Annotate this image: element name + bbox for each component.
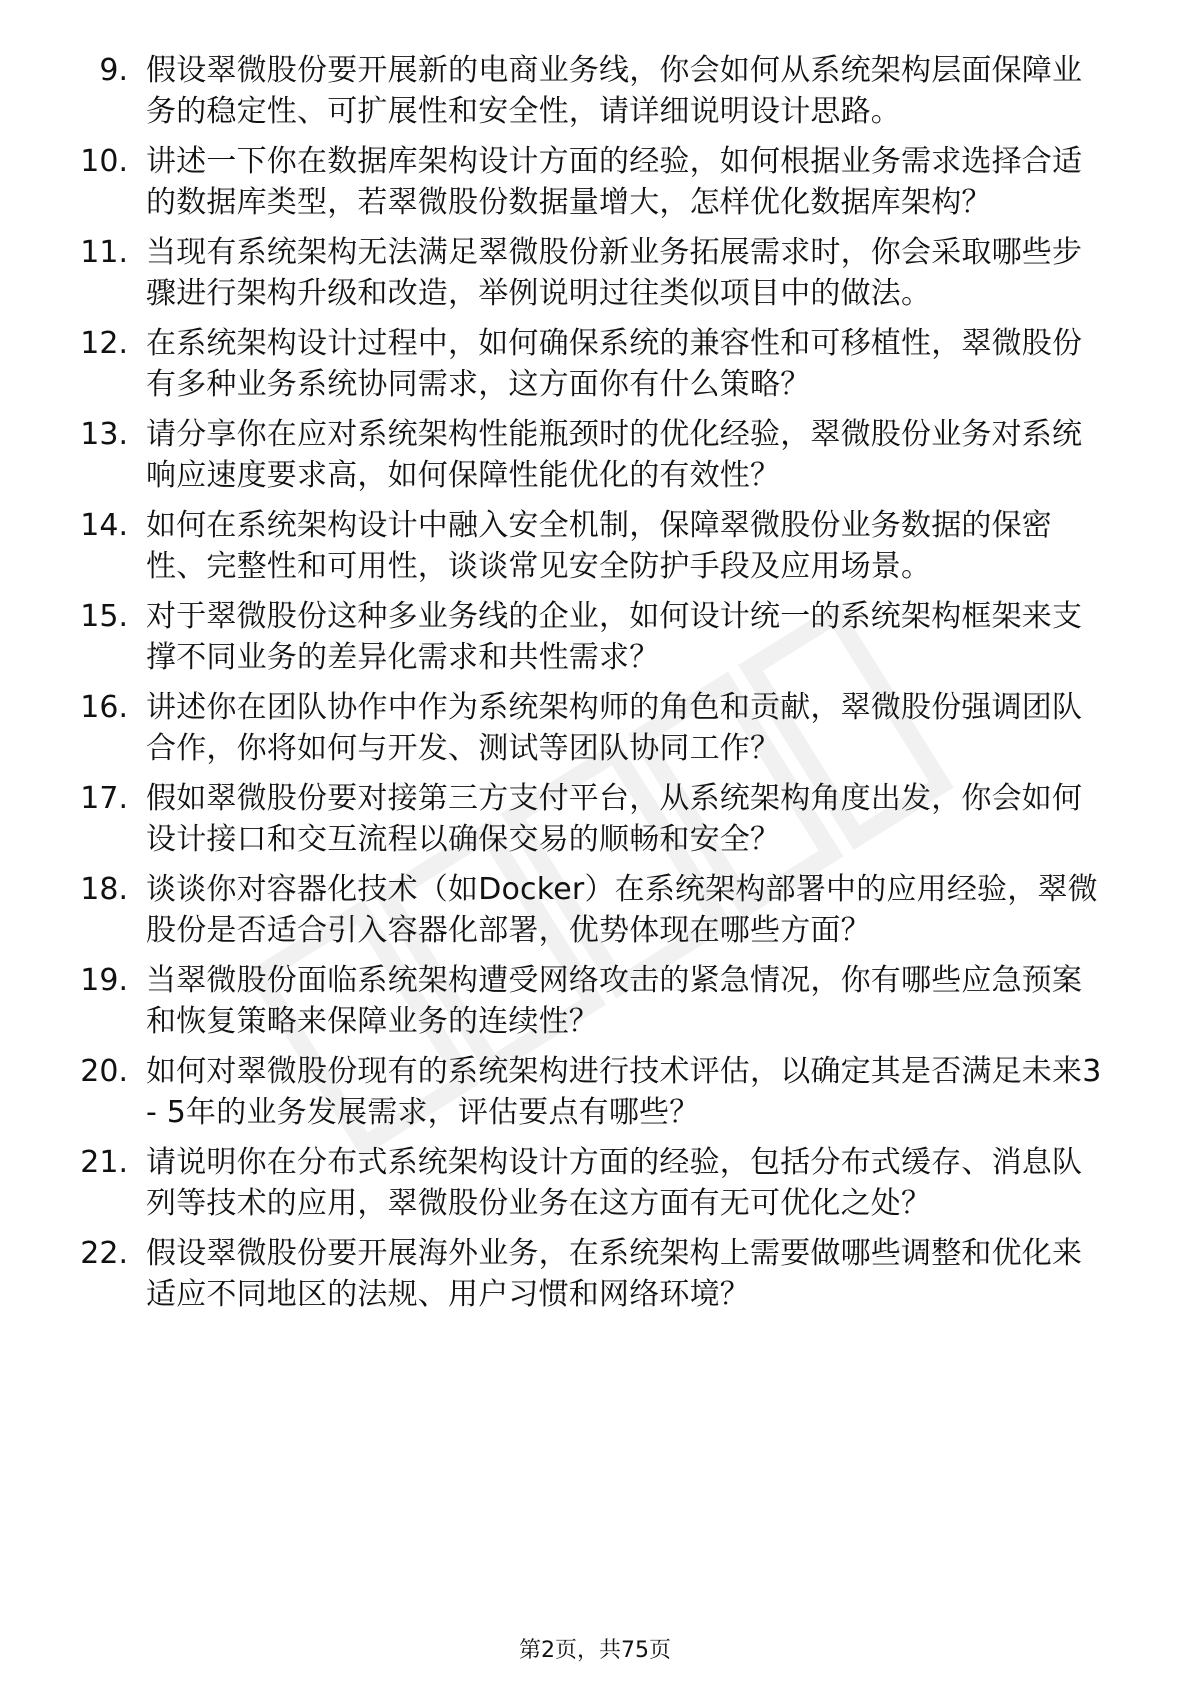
question-text: 在系统架构设计过程中，如何确保系统的兼容性和可移植性，翠微股份有多种业务系统协同需求，这方面你有什么策略？ (146, 326, 1083, 402)
question-number: 9. (99, 53, 128, 88)
question-text: 如何对翠微股份现有的系统架构进行技术评估，以确定其是否满足未来3 - 5年的业务发展需求，评估要点有哪些？ (146, 1054, 1102, 1130)
question-text: 请说明你在分布式系统架构设计方面的经验，包括分布式缓存、消息队列等技术的应用，翠微股份业务在这方面有无可优化之处？ (146, 1145, 1083, 1221)
question-item (60, 1233, 1110, 1315)
question-text: 假设翠微股份要开展海外业务，在系统架构上需要做哪些调整和优化来适应不同地区的法规、用户习惯和网络环境？ (146, 1236, 1083, 1312)
question-text: 请分享你在应对系统架构性能瓶颈时的优化经验，翠微股份业务对系统响应速度要求高，如何保障性能优化的有效性？ (146, 417, 1083, 493)
question-item (60, 596, 1110, 678)
page-number: 第2页，共75页 (519, 1638, 671, 1663)
question-text: 讲述一下你在数据库架构设计方面的经验，如何根据业务需求选择合适的数据库类型，若翠微股份数据量增大，怎样优化数据库架构？ (146, 144, 1083, 220)
question-item (60, 960, 1110, 1042)
question-number: 22. (80, 1236, 128, 1271)
question-number: 20. (80, 1054, 128, 1089)
question-text: 讲述你在团队协作中作为系统架构师的角色和贡献，翠微股份强调团队合作，你将如何与开发、测试等团队协同工作？ (146, 690, 1083, 766)
question-item (60, 505, 1110, 587)
question-number: 14. (80, 508, 128, 543)
question-text: 对于翠微股份这种多业务线的企业，如何设计统一的系统架构框架来支撑不同业务的差异化需求和共性需求？ (146, 599, 1083, 675)
question-number: 21. (80, 1145, 128, 1180)
question-text: 如何在系统架构设计中融入安全机制，保障翠微股份业务数据的保密性、完整性和可用性，谈谈常见安全防护手段及应用场景。 (146, 508, 1052, 584)
question-text: 当翠微股份面临系统架构遭受网络攻击的紧急情况，你有哪些应急预案和恢复策略来保障业务的连续性？ (146, 963, 1083, 1039)
question-item (60, 687, 1110, 769)
question-number: 15. (80, 599, 128, 634)
question-text: 假如翠微股份要对接第三方支付平台，从系统架构角度出发，你会如何设计接口和交互流程以确保交易的顺畅和安全？ (146, 781, 1083, 857)
question-item (60, 323, 1110, 405)
question-item (60, 1051, 1110, 1133)
question-number: 18. (80, 872, 128, 907)
question-number: 19. (80, 963, 128, 998)
question-number: 16. (80, 690, 128, 725)
question-text: 当现有系统架构无法满足翠微股份新业务拓展需求时，你会采取哪些步骤进行架构升级和改造，举例说明过往类似项目中的做法。 (146, 235, 1083, 311)
question-number: 11. (80, 235, 128, 270)
question-item (60, 1142, 1110, 1224)
question-number: 12. (80, 326, 128, 361)
question-item (60, 141, 1110, 223)
question-number: 17. (80, 781, 128, 816)
question-text: 谈谈你对容器化技术（如Docker）在系统架构部署中的应用经验，翠微股份是否适合引入容器化部署，优势体现在哪些方面？ (146, 872, 1098, 948)
question-item (60, 869, 1110, 951)
question-text: 假设翠微股份要开展新的电商业务线，你会如何从系统架构层面保障业务的稳定性、可扩展性和安全性，请详细说明设计思路。 (146, 53, 1083, 129)
question-item (60, 232, 1110, 314)
question-item (60, 778, 1110, 860)
question-item (60, 414, 1110, 496)
question-number: 13. (80, 417, 128, 452)
question-item (60, 50, 1110, 132)
question-list (60, 50, 1110, 1324)
question-number: 10. (80, 144, 128, 179)
